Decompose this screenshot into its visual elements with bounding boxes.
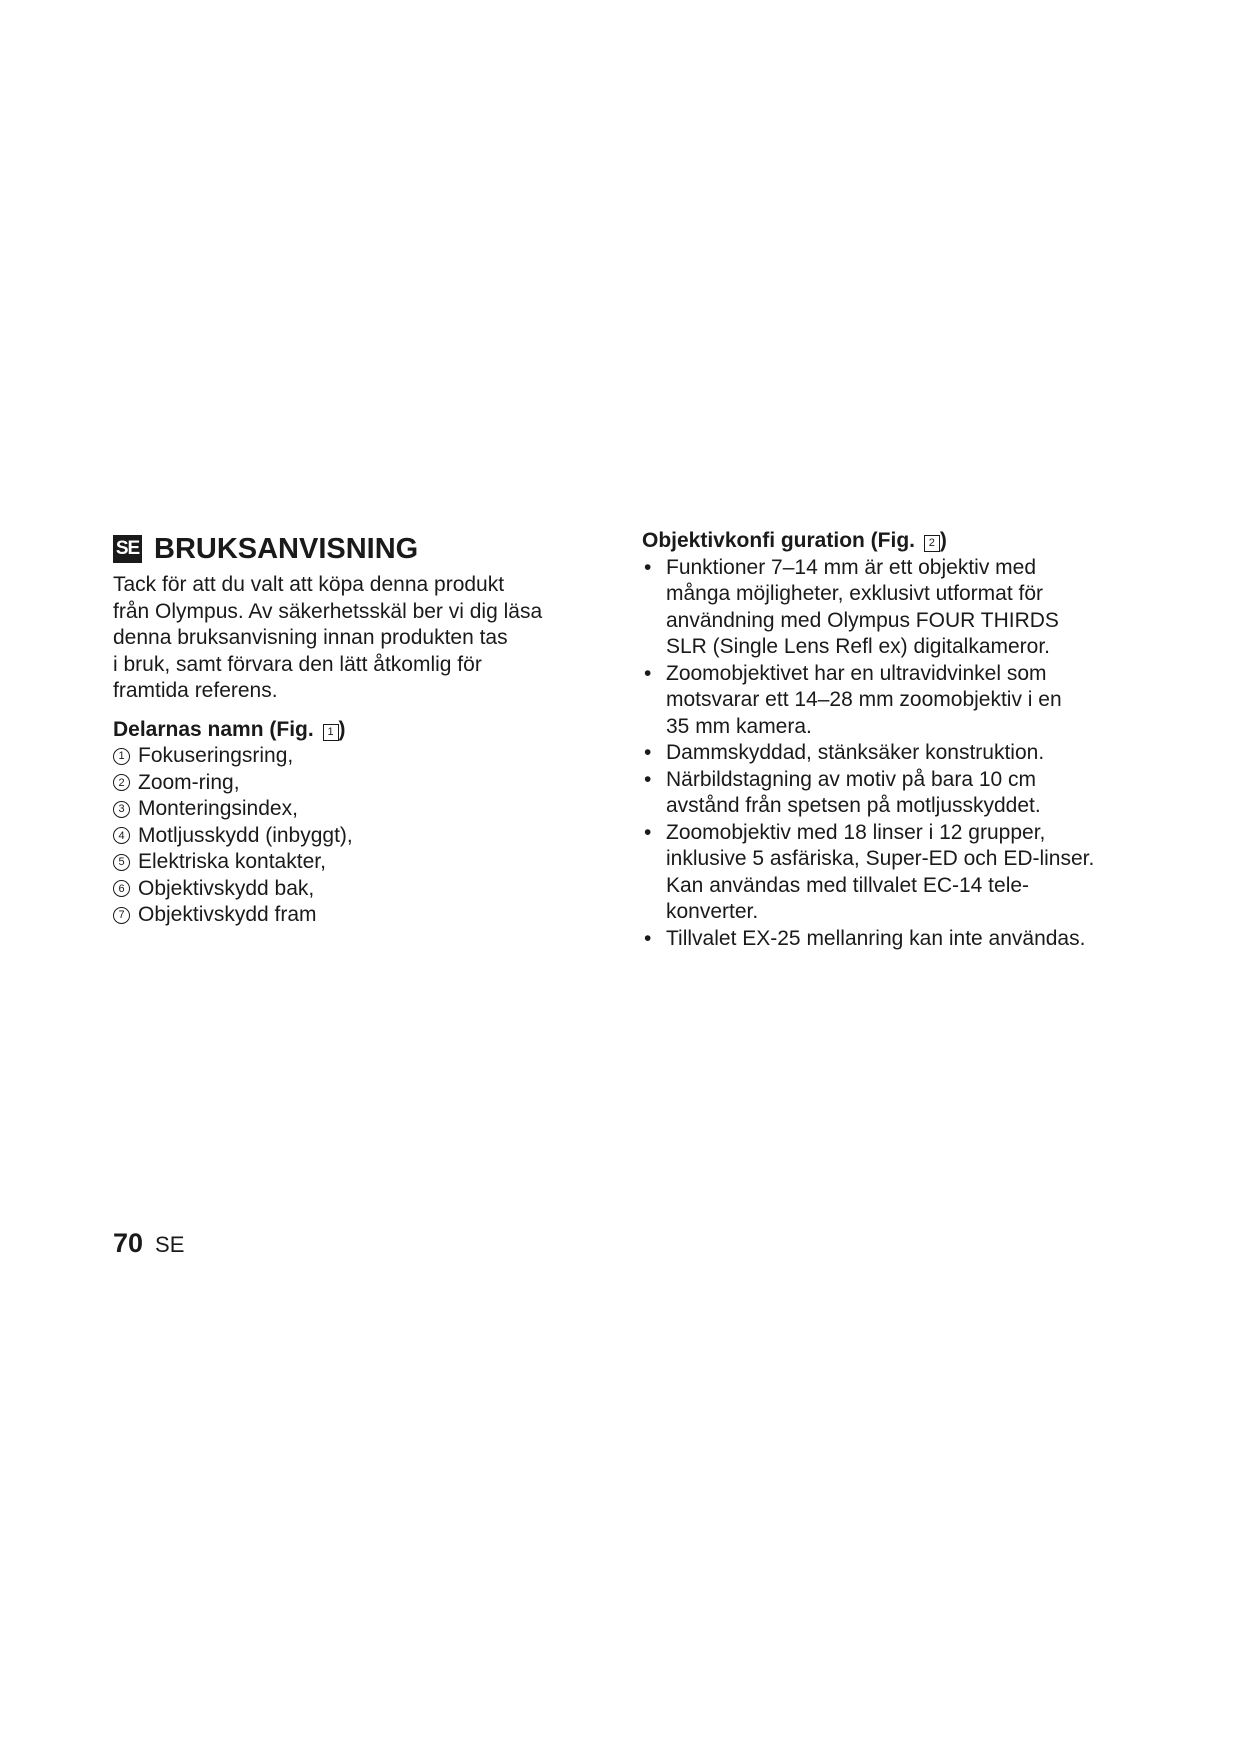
circled-number-icon: 6 <box>113 880 130 897</box>
list-item <box>642 740 1142 767</box>
circled-number-icon: 7 <box>113 907 130 924</box>
part-label: Elektriska kontakter, <box>138 850 326 873</box>
parts-heading-text: Delarnas namn (Fig. <box>113 717 320 741</box>
bullet-line: många möjligheter, exklusivt utformat för <box>666 582 1043 605</box>
bullet-line: Zoomobjektiv med 18 linser i 12 grupper, <box>666 820 1046 844</box>
circled-number-icon: 1 <box>113 748 130 765</box>
part-label: Fokuseringsring, <box>138 744 294 767</box>
bullet-text <box>666 820 1142 926</box>
configuration-heading-text: Objektivkonfi guration (Fig. <box>642 529 921 552</box>
part-label: Monteringsindex, <box>138 797 298 820</box>
part-label: Objektivskydd bak, <box>138 876 315 900</box>
parts-heading <box>113 717 593 744</box>
list-item <box>642 820 1142 926</box>
list-item <box>113 796 593 823</box>
configuration-heading-close: ) <box>939 529 947 552</box>
list-item <box>113 823 593 850</box>
page-language: SE <box>155 1232 185 1257</box>
page-footer <box>113 1228 184 1259</box>
part-label: Motljusskydd (inbyggt), <box>138 823 353 847</box>
figure-2-icon: 2 <box>924 535 940 552</box>
circled-number-icon: 5 <box>113 854 130 871</box>
configuration-heading <box>642 528 1142 555</box>
page-title: BRUKSANVISNING <box>154 532 419 565</box>
intro-line: Tack för att du valt att köpa denna produkt <box>113 573 505 596</box>
bullet-icon: • <box>644 661 652 685</box>
bullet-text <box>666 661 1142 741</box>
bullet-line: konverter. <box>666 900 759 923</box>
language-badge: SE <box>113 535 142 563</box>
bullet-icon: • <box>644 926 652 950</box>
bullet-line: Funktioner 7–14 mm är ett objektiv med <box>666 555 1037 579</box>
bullet-line: avstånd från spetsen på motljusskyddet. <box>666 794 1041 817</box>
section-heading <box>113 528 593 570</box>
intro-line: från Olympus. Av säkerhetsskäl ber vi dig läsa <box>113 599 543 623</box>
part-label: Zoom-ring, <box>138 770 240 794</box>
circled-number-icon: 4 <box>113 827 130 844</box>
list-item <box>113 849 593 876</box>
circled-number-icon: 2 <box>113 774 130 791</box>
bullet-text <box>666 767 1142 820</box>
bullet-line: Dammskyddad, stänksäker konstruktion. <box>666 741 1045 764</box>
bullet-line: SLR (Single Lens Refl ex) digitalkameror. <box>666 635 1051 658</box>
configuration-list <box>642 555 1142 953</box>
intro-line: i bruk, samt förvara den lätt åtkomlig för <box>113 652 482 676</box>
bullet-text <box>666 555 1142 661</box>
bullet-line: inklusive 5 asfäriska, Super-ED och ED-linser. <box>666 847 1095 870</box>
bullet-text <box>666 926 1142 953</box>
bullet-line: användning med Olympus FOUR THIRDS <box>666 608 1059 632</box>
bullet-line: Tillvalet EX-25 mellanring kan inte användas. <box>666 926 1086 950</box>
list-item <box>642 767 1142 820</box>
list-item <box>642 555 1142 661</box>
bullet-line: Närbildstagning av motiv på bara 10 cm <box>666 767 1037 791</box>
bullet-line: 35 mm kamera. <box>666 714 812 738</box>
list-item <box>113 876 593 903</box>
intro-paragraph <box>113 572 593 705</box>
bullet-line: motsvarar ett 14–28 mm zoomobjektiv i en <box>666 688 1062 711</box>
intro-line: framtida referens. <box>113 679 278 702</box>
circled-number-icon: 3 <box>113 801 130 818</box>
bullet-icon: • <box>644 820 652 844</box>
list-item <box>642 926 1142 953</box>
intro-line: denna bruksanvisning innan produkten tas <box>113 626 508 649</box>
list-item <box>642 661 1142 741</box>
list-item <box>113 743 593 770</box>
page-number: 70 <box>113 1228 144 1258</box>
right-column <box>642 528 1142 952</box>
bullet-icon: • <box>644 767 652 791</box>
bullet-text <box>666 740 1142 767</box>
bullet-icon: • <box>644 555 652 579</box>
figure-1-icon: 1 <box>323 724 339 741</box>
list-item <box>113 770 593 797</box>
bullet-icon: • <box>644 741 652 764</box>
bullet-line: Zoomobjektivet har en ultravidvinkel som <box>666 661 1047 685</box>
bullet-line: Kan användas med tillvalet EC-14 tele- <box>666 873 1030 897</box>
part-label: Objektivskydd fram <box>138 903 317 926</box>
parts-heading-close: ) <box>338 717 346 741</box>
left-column <box>113 528 593 929</box>
list-item <box>113 902 593 929</box>
parts-list <box>113 743 593 929</box>
